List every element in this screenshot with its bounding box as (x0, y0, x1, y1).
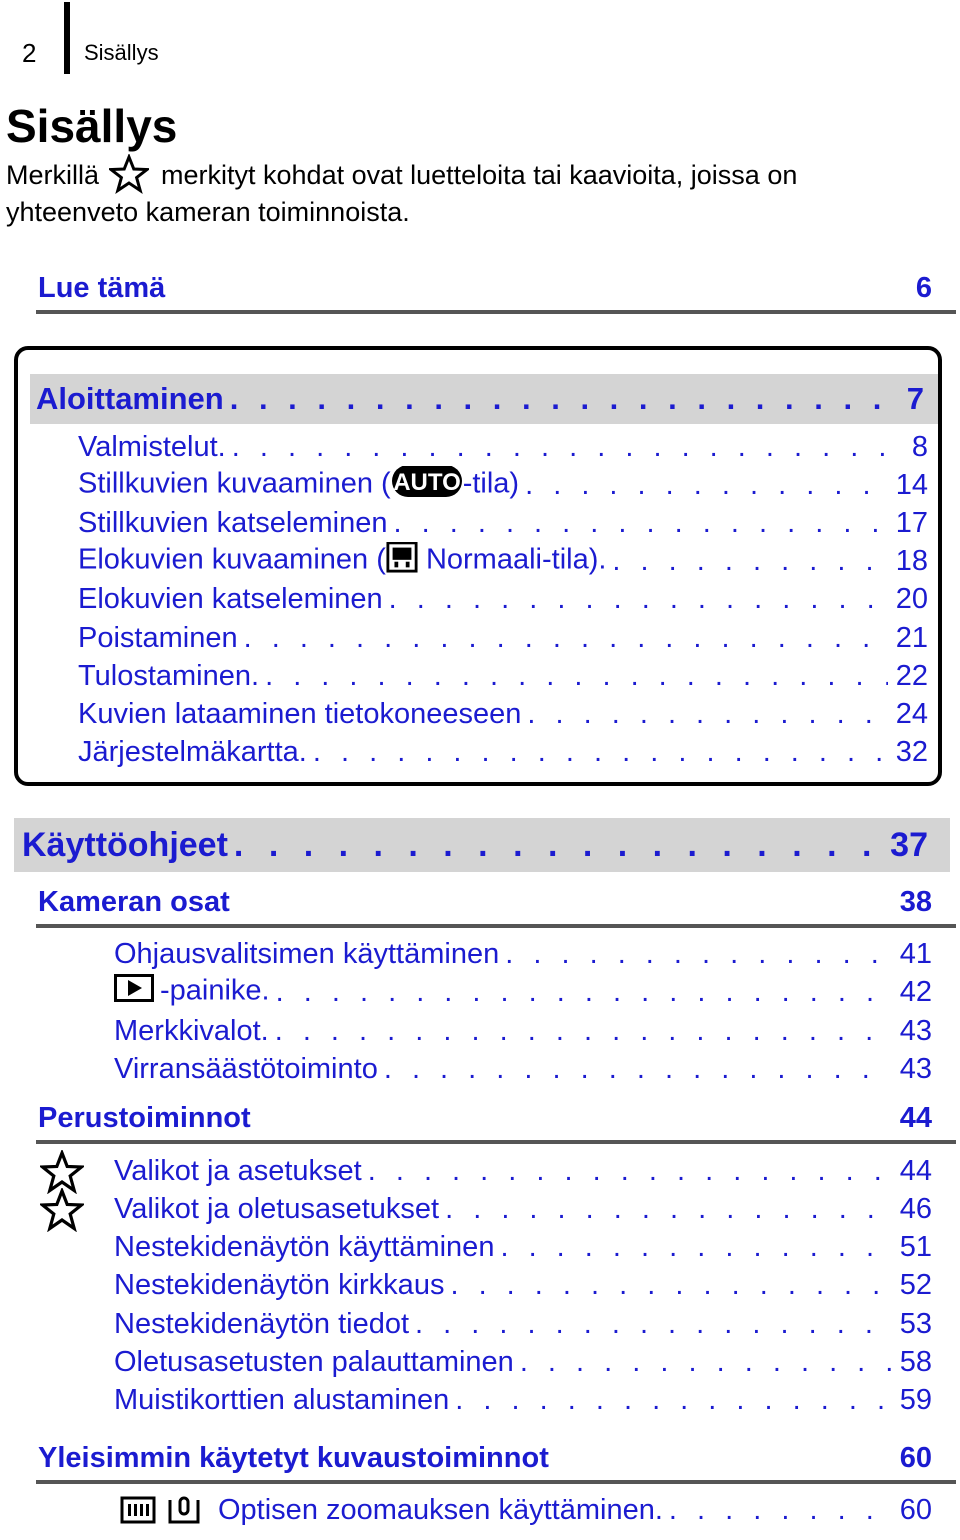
star-outline-icon (40, 1188, 84, 1232)
section-divider (36, 1480, 956, 1484)
intro-text (6, 154, 926, 230)
toc-entry[interactable] (78, 619, 928, 657)
leader-dots (232, 431, 904, 464)
header-divider (64, 2, 70, 74)
section-divider (36, 924, 956, 928)
leader-dots (527, 698, 887, 731)
toc-label: Poistaminen (78, 621, 238, 654)
toc-page: 38 (899, 885, 932, 918)
toc-chapter-kayttoohjeet[interactable] (22, 822, 928, 868)
page-number: 2 (22, 38, 37, 68)
toc-label: Optisen zoomauksen käyttäminen. (218, 1493, 663, 1526)
leader-dots (265, 660, 888, 693)
toc-label: Elokuvien katseleminen (78, 582, 383, 615)
toc-label: -painike. (114, 974, 270, 1010)
toc-label: Muistikorttien alustaminen (114, 1383, 450, 1416)
toc-label: Oletusasetusten palauttaminen (114, 1345, 514, 1378)
toc-page: 52 (899, 1268, 932, 1301)
leader-dots (393, 507, 887, 540)
star-outline-icon (109, 154, 149, 194)
toc-page: 60 (899, 1441, 932, 1474)
toc-entry[interactable] (114, 1228, 932, 1266)
section-divider (36, 310, 956, 314)
toc-page: 37 (890, 825, 928, 864)
toc-entry[interactable] (114, 1050, 932, 1088)
toc-entry[interactable] (114, 1305, 932, 1343)
toc-entry-lue-tama[interactable] (38, 268, 932, 308)
toc-entry[interactable] (78, 466, 928, 504)
zoom-tele-icon (166, 1494, 202, 1526)
toc-entry[interactable] (78, 542, 928, 580)
toc-label: Aloittaminen (36, 381, 224, 416)
leader-dots (669, 1494, 892, 1527)
toc-label: Kuvien lataaminen tietokoneeseen (78, 697, 522, 730)
toc-entry[interactable] (78, 504, 928, 542)
toc-label: Tulostaminen. (78, 659, 260, 692)
toc-page: 44 (899, 1154, 932, 1187)
toc-label: Valikot ja oletusasetukset (114, 1192, 440, 1225)
toc-label: Kameran osat (38, 885, 230, 918)
toc-label: Yleisimmin käytetyt kuvaustoiminnot (38, 1441, 549, 1474)
toc-entry[interactable] (218, 1491, 932, 1529)
toc-entry[interactable] (78, 695, 928, 733)
toc-page: 20 (895, 582, 928, 615)
leader-dots (612, 545, 887, 578)
play-button-icon (114, 974, 154, 1010)
leader-dots (234, 826, 882, 865)
toc-page: 44 (899, 1101, 932, 1134)
toc-page: 53 (899, 1307, 932, 1340)
page-title: Sisällys (6, 100, 178, 152)
toc-page: 51 (899, 1230, 932, 1263)
toc-page: 43 (899, 1052, 932, 1085)
leader-dots (244, 622, 888, 655)
toc-page: 32 (895, 735, 928, 768)
leader-dots (525, 469, 888, 502)
toc-entry[interactable] (114, 1190, 932, 1228)
toc-page: 6 (915, 271, 932, 304)
toc-page: 59 (899, 1383, 932, 1416)
toc-entry[interactable] (78, 428, 928, 466)
toc-entry[interactable] (114, 1381, 932, 1419)
intro-after: merkityt kohdat ovat luetteloita tai kaavioita, joissa on yhteenveto kameran toiminnoista. (6, 160, 798, 227)
toc-page: 21 (895, 621, 928, 654)
toc-entry[interactable] (114, 1152, 932, 1190)
toc-section-perustoiminnot[interactable] (38, 1098, 932, 1138)
leader-dots (500, 1231, 891, 1264)
toc-label: Ohjausvalitsimen käyttäminen (114, 937, 500, 970)
toc-page: 58 (899, 1345, 932, 1378)
leader-dots (455, 1384, 891, 1417)
toc-page: 22 (895, 659, 928, 692)
leader-dots (415, 1308, 892, 1341)
toc-entry[interactable] (114, 973, 932, 1011)
toc-label: Lue tämä (38, 271, 166, 304)
leader-dots (313, 736, 888, 769)
toc-page: 41 (899, 937, 932, 970)
header-section-title: Sisällys (84, 40, 159, 65)
intro-before: Merkillä (6, 160, 100, 190)
leader-dots (368, 1155, 892, 1188)
leader-dots (230, 381, 899, 417)
toc-entry[interactable] (78, 657, 928, 695)
toc-section-kameran-osat[interactable] (38, 882, 932, 922)
toc-entry[interactable] (114, 1266, 932, 1304)
toc-page: 18 (895, 544, 928, 577)
section-divider (36, 1140, 956, 1144)
auto-mode-icon (391, 466, 463, 504)
toc-section-yleisimmin[interactable] (38, 1438, 932, 1478)
toc-label: Perustoiminnot (38, 1101, 251, 1134)
toc-page: 17 (895, 506, 928, 539)
toc-label: Virransäästötoiminto (114, 1052, 378, 1085)
toc-chapter-aloittaminen[interactable] (36, 378, 924, 420)
toc-entry[interactable] (114, 935, 932, 973)
leader-dots (520, 1346, 892, 1379)
page-header (0, 0, 960, 80)
toc-page: 14 (895, 468, 928, 501)
leader-dots (275, 1015, 892, 1048)
zoom-wide-icon (120, 1494, 156, 1526)
leader-dots (505, 938, 892, 971)
toc-label: Merkkivalot. (114, 1014, 269, 1047)
toc-entry[interactable] (114, 1012, 932, 1050)
toc-label: Valmistelut. (78, 430, 226, 463)
leader-dots (384, 1053, 892, 1086)
toc-entry[interactable] (114, 1343, 932, 1381)
toc-label: Nestekidenäytön käyttäminen (114, 1230, 495, 1263)
toc-page: 7 (906, 381, 924, 416)
toc-label: Nestekidenäytön kirkkaus (114, 1268, 445, 1301)
toc-label: Valikot ja asetukset (114, 1154, 362, 1187)
leader-dots (445, 1193, 892, 1226)
toc-label: Stillkuvien katseleminen (78, 506, 388, 539)
toc-label: Elokuvien kuvaaminen ( Normaali-tila). (78, 542, 606, 580)
toc-label: Järjestelmäkartta. (78, 735, 307, 768)
toc-label: Nestekidenäytön tiedot (114, 1307, 410, 1340)
toc-entry[interactable] (78, 580, 928, 618)
movie-mode-icon (386, 542, 418, 580)
toc-page: 46 (899, 1192, 932, 1225)
toc-label: Stillkuvien kuvaaminen ( AUTO -tila) (78, 466, 519, 504)
toc-page: 43 (899, 1014, 932, 1047)
leader-dots (450, 1269, 891, 1302)
toc-page: 24 (895, 697, 928, 730)
svg-text:AUTO: AUTO (392, 469, 461, 496)
toc-page: 8 (911, 430, 928, 463)
toc-entry[interactable] (78, 733, 928, 771)
leader-dots (276, 976, 892, 1009)
leader-dots (389, 583, 888, 616)
toc-page: 42 (899, 975, 932, 1008)
toc-page: 60 (899, 1493, 932, 1526)
toc-label: Käyttöohjeet (22, 825, 228, 864)
